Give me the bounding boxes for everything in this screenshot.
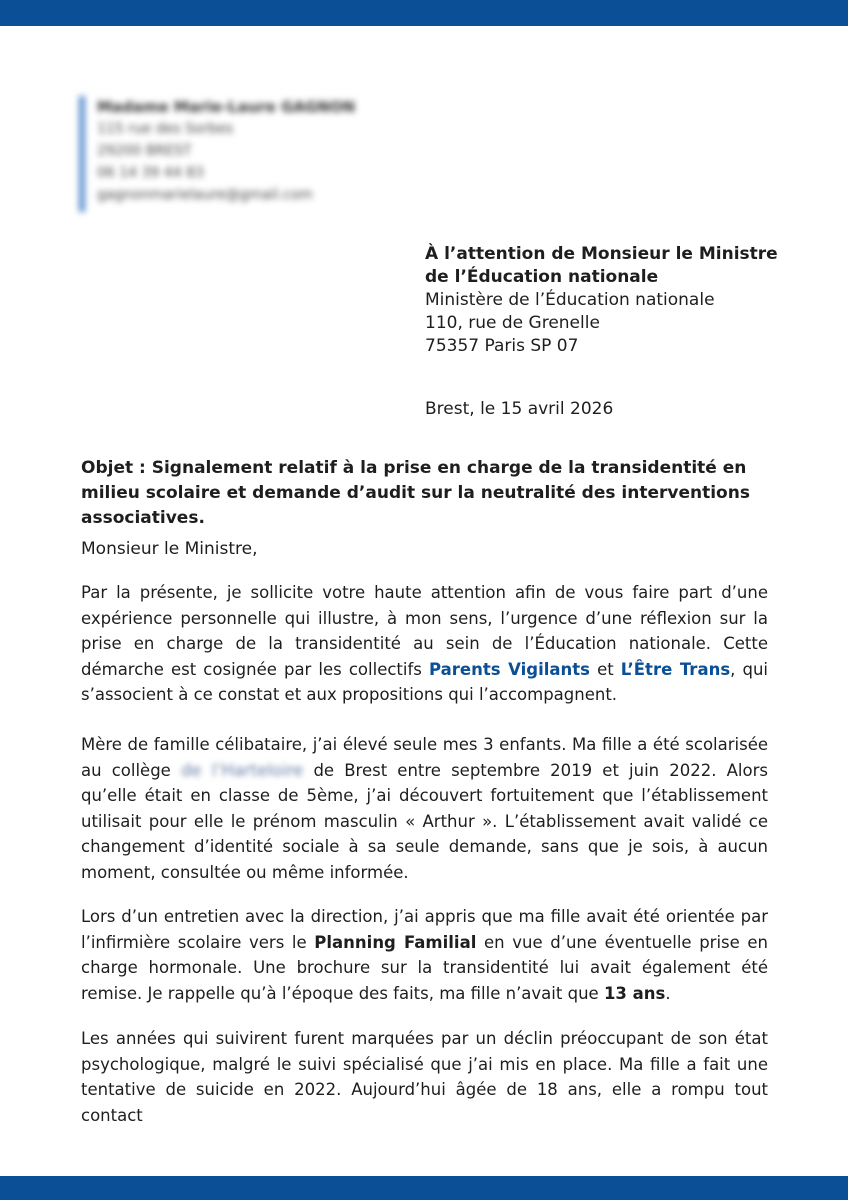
paragraph-3 [81,904,768,1006]
recipient-line-3: Ministère de l’Éducation nationale [425,290,715,310]
sender-email: gagnonmarielaure@gmail.com [97,187,313,203]
top-blue-band [0,0,848,26]
org-etre-trans: L’Être Trans [620,659,731,679]
school-name-redacted: de l’Harteloire [180,760,304,780]
bottom-blue-band [0,1176,848,1200]
letter-date: Brest, le 15 avril 2026 [425,399,614,419]
org-planning-familial: Planning Familial [314,932,477,952]
salutation: Monsieur le Ministre, [81,539,258,559]
paragraph-3-text-b: en vue d’une éventuelle prise en charge hormonale. Une brochure sur la transidentité lui avait également été remise. Je rappelle qu’à l’époque des faits, ma fille n’avait que [81,932,769,1003]
sender-name: Madame Marie-Laure GAGNON [97,98,356,116]
sender-street: 115 rue des Sorbes [97,121,234,137]
paragraph-2-text-b: de Brest entre septembre 2019 et juin 2022. Alors qu’elle était en classe de 5ème, j’ai découvert fortuitement que l’établissement utilisait pour elle le prénom masculin « Arthur ». L’établissement avait validé ce changement d’identité sociale à sa seule demande, sans que je sois, à aucun moment, consultée ou même informée. [81,760,768,882]
paragraph-1-text-c: , qui s’associent à ce constat et aux propositions qui l’accompagnent. [81,659,768,704]
recipient-block [425,243,805,358]
recipient-line-5: 75357 Paris SP 07 [425,336,579,356]
age-highlight: 13 ans [603,983,666,1003]
org-parents-vigilants: Parents Vigilants [428,659,590,679]
recipient-line-2: de l’Éducation nationale [425,267,659,287]
recipient-line-1: À l’attention de Monsieur le Ministre [425,244,778,264]
paragraph-3-text-c: . [665,983,671,1003]
sender-phone: 06 14 39 44 83 [97,165,204,181]
paragraph-1-text-a: Par la présente, je sollicite votre haute attention afin de vous faire part d’une expérience personnelle qui illustre, à mon sens, l’urgence d’une réflexion sur la prise en charge de la transidentité au sein de l’Éducation nationale. Cette démarche est cosignée par les collectifs [81,583,768,679]
sender-address-block [79,96,399,212]
recipient-line-4: 110, rue de Grenelle [425,313,600,333]
paragraph-2 [81,732,768,885]
paragraph-3-text-a: Lors d’un entretien avec la direction, j’ai appris que ma fille avait été orientée par l’infirmière scolaire vers le [81,907,768,952]
paragraph-1-text-b: et [589,659,621,679]
letter-subject: Objet : Signalement relatif à la prise en charge de la transidentité en milieu scolaire et demande d’audit sur la neutralité des interventions associatives. [81,458,750,528]
sender-postal: 29200 BREST [97,143,192,159]
paragraph-1 [81,580,768,708]
paragraph-4: Les années qui suivirent furent marquées par un déclin préoccupant de son état psychologique, malgré le suivi spécialisé que j’ai mis en place. Ma fille a fait une tentative de suicide en 2022. Aujourd’hui âgée de 18 ans, elle a rompu tout contact [81,1029,768,1125]
paragraph-2-text-a: Mère de famille célibataire, j’ai élevé seule mes 3 enfants. Ma fille a été scolarisée au collège [81,735,768,780]
